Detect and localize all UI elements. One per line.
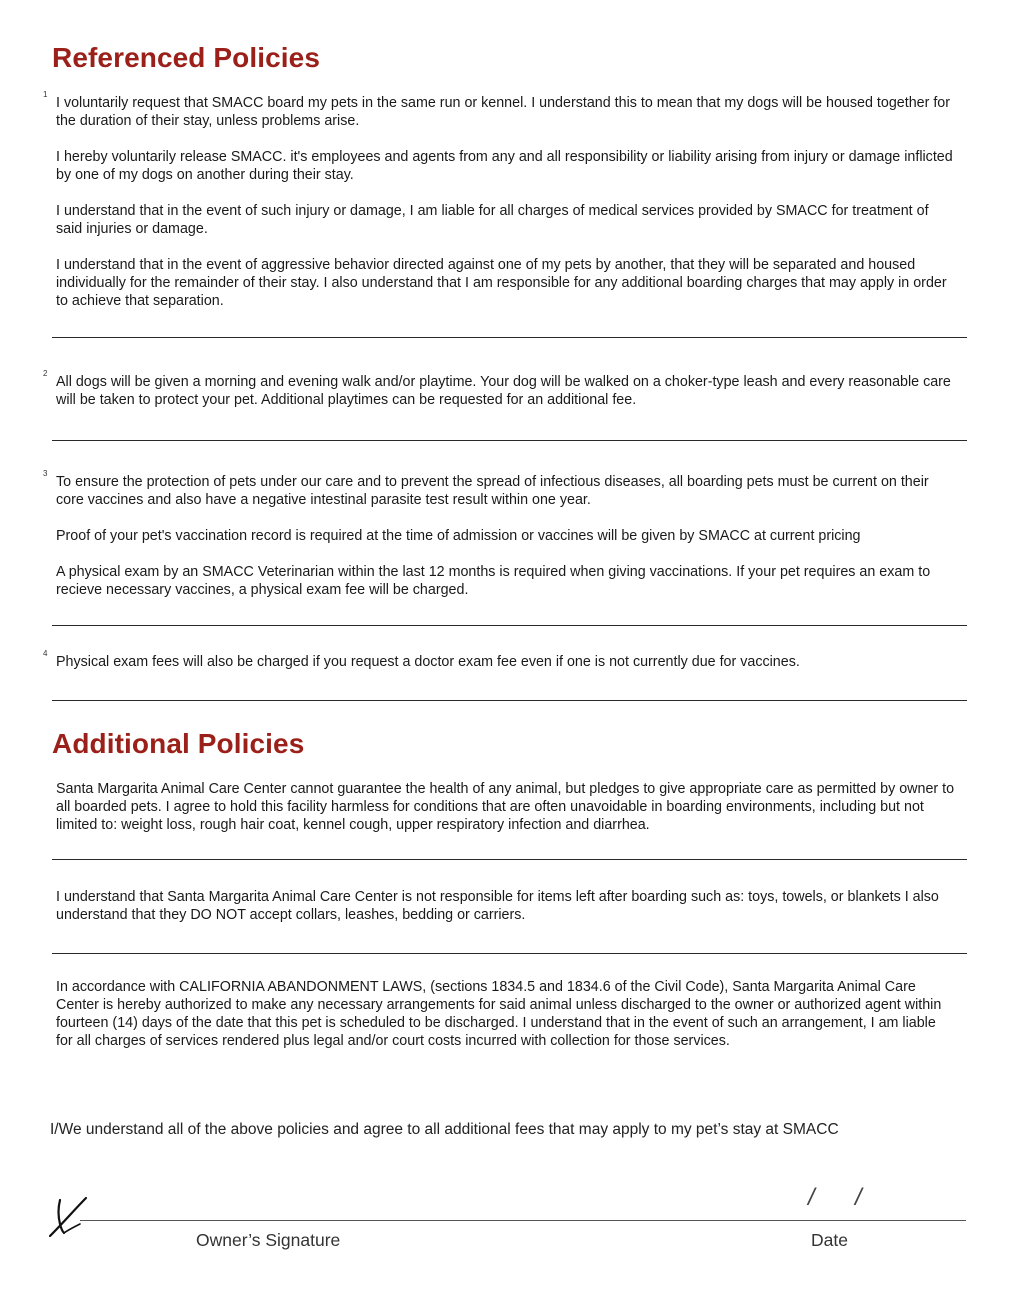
policy-number: 3 [43, 469, 48, 478]
additional-paragraph-1: Santa Margarita Animal Care Center cannot guarantee the health of any animal, but pledges to give appropriate care as permitted by owner to all boarded pets. I agree to hold this facility harmless for conditions that are often unavoidable in boarding environments, including but not limited to: weight loss, rough hair coat, kennel cough, upper respiratory infection and diarrhea. [56, 781, 955, 833]
policy-1-paragraph-1: I voluntarily request that SMACC board my pets in the same run or kennel. I understand this to mean that my dogs will be housed together for the duration of their stay, unless problems arise. [56, 95, 951, 129]
date-slash: / [855, 1184, 862, 1211]
policy-1-paragraph-2: I hereby voluntarily release SMACC. it's employees and agents from any and all responsibility or liability arising from injury or damage inflicted by one of my dogs on another during their stay. [56, 149, 953, 183]
policy-3-paragraph-2: Proof of your pet's vaccination record is required at the time of admission or vaccines will be given by SMACC at current pricing [56, 528, 861, 544]
policy-2-paragraph-1: All dogs will be given a morning and evening walk and/or playtime. Your dog will be walked on a choker-type leash and every reasonable care will be taken to protect your pet. Additional playtimes can be requested for an additional fee. [56, 374, 951, 408]
additional-paragraph-3: In accordance with CALIFORNIA ABANDONMENT LAWS, (sections 1834.5 and 1834.6 of the Civil Code), Santa Margarita Animal Care Center is hereby authorized to make any necessary arrangements for said animal unless discharged to the owner or authorized agent within fourteen (14) days of the date that this pet is scheduled to be discharged. I understand that in the event of such an arrangement, I am liable for all charges of services rendered plus legal and/or court costs incurred with collection for those services. [56, 979, 942, 1049]
referenced-policies-heading: Referenced Policies [52, 42, 321, 73]
policy-number: 1 [43, 90, 48, 99]
agreement-statement: I/We understand all of the above policies and agree to all additional fees that may apply to my pet’s stay at SMACC [50, 1121, 839, 1138]
divider [52, 625, 967, 626]
divider [52, 859, 967, 860]
date-label: Date [811, 1230, 848, 1250]
divider [52, 337, 967, 338]
divider [52, 953, 967, 954]
policy-number: 2 [43, 369, 48, 378]
signature-x-mark [46, 1194, 92, 1240]
policy-number: 4 [43, 649, 48, 658]
additional-paragraph-2: I understand that Santa Margarita Animal Care Center is not responsible for items left after boarding such as: toys, towels, or blankets I also understand that they DO NOT accept collars, leashes, bedding or carriers. [56, 889, 939, 923]
signature-line[interactable] [80, 1220, 966, 1221]
divider [52, 700, 967, 701]
date-slash: / [808, 1184, 815, 1211]
policy-1-paragraph-3: I understand that in the event of such injury or damage, I am liable for all charges of medical services provided by SMACC for treatment of said injuries or damage. [56, 203, 929, 237]
policy-4-paragraph-1: Physical exam fees will also be charged if you request a doctor exam fee even if one is not currently due for vaccines. [56, 654, 800, 670]
policy-1-paragraph-4: I understand that in the event of aggressive behavior directed against one of my pets by another, that they will be separated and housed individually for the remainder of their stay. I also understand that I am responsible for any additional boarding charges that may apply in order to achieve that separation. [56, 257, 947, 309]
additional-policies-heading: Additional Policies [52, 728, 305, 759]
policy-3-paragraph-3: A physical exam by an SMACC Veterinarian within the last 12 months is required when giving vaccinations. If your pet requires an exam to recieve necessary vaccines, a physical exam fee will be charged. [56, 564, 931, 598]
divider [52, 440, 967, 441]
policy-3-paragraph-1: To ensure the protection of pets under our care and to prevent the spread of infectious diseases, all boarding pets must be current on their core vaccines and also have a negative intestinal parasite test result within one year. [56, 474, 929, 508]
owner-signature-label: Owner’s Signature [196, 1230, 341, 1250]
